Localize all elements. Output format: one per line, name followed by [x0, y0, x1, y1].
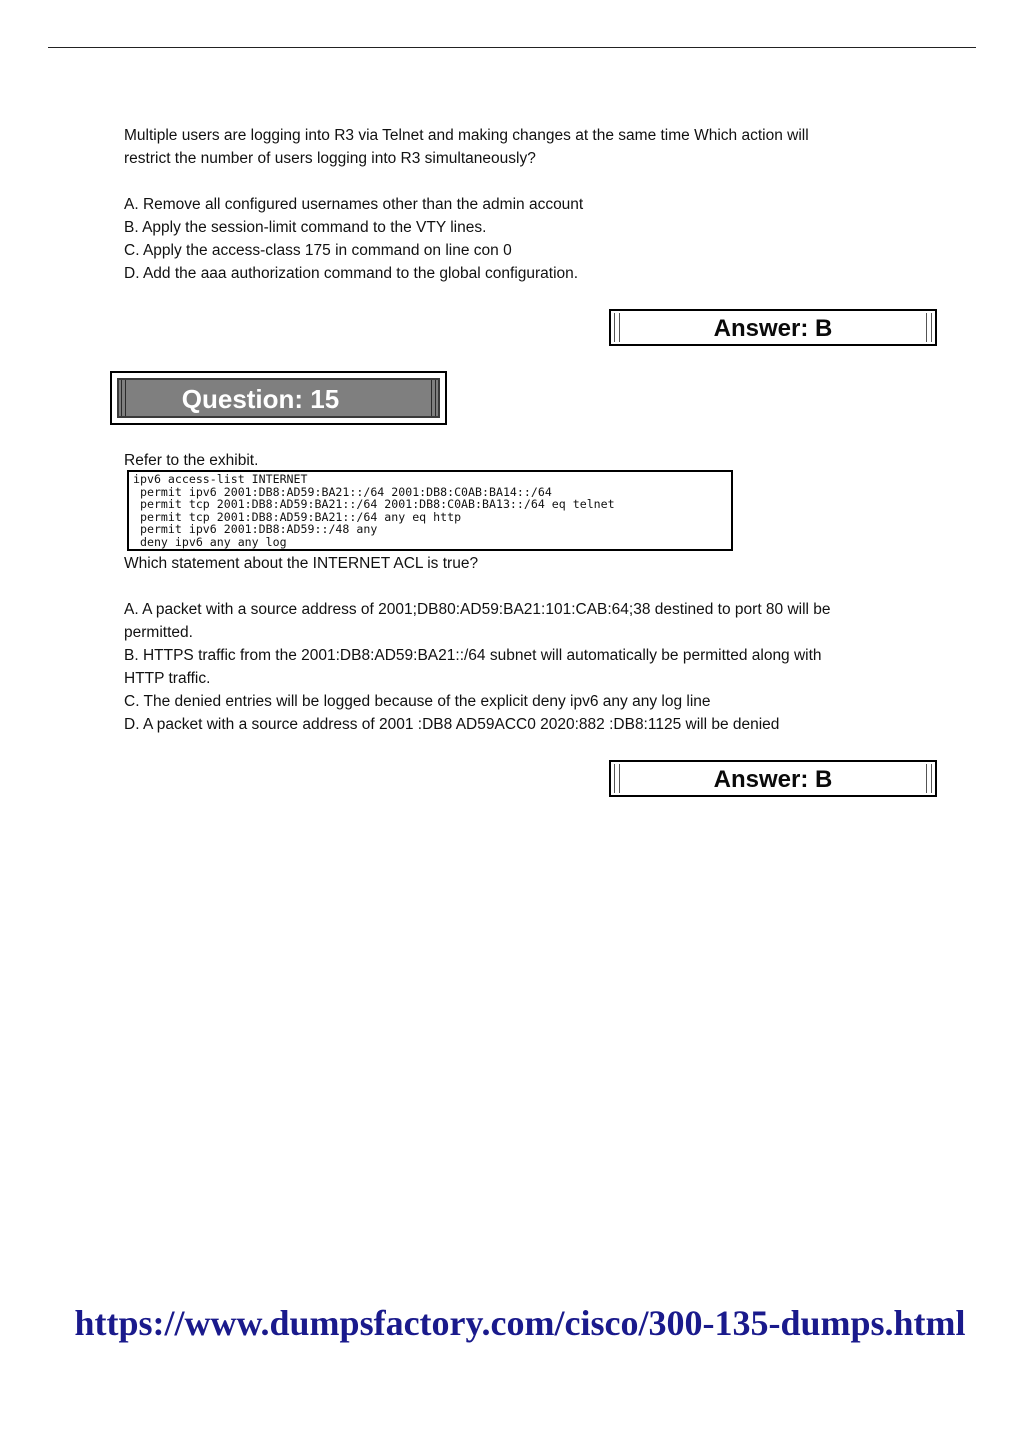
exhibit-line: permit tcp 2001:DB8:AD59:BA21::/64 any eq http [133, 509, 462, 524]
question-heading-inner [117, 378, 440, 418]
option-b-continued: HTTP traffic. [124, 670, 211, 687]
exhibit-line: permit ipv6 2001:DB8:AD59::/48 any [133, 522, 378, 537]
exhibit-line: ipv6 access-list INTERNET [133, 472, 308, 486]
footer-url-link[interactable]: https://www.dumpsfactory.com/cisco/300-135-dumps.html [74, 1303, 966, 1343]
option-a-continued: permitted. [124, 624, 193, 641]
question-15-stem: Which statement about the INTERNET ACL is true? [124, 555, 479, 572]
header-rule [48, 47, 976, 48]
answer-box-q15 [609, 760, 937, 797]
option-a: A. Remove all configured usernames other than the admin account [124, 196, 584, 213]
exhibit-intro [124, 449, 924, 472]
exhibit-line: permit ipv6 2001:DB8:AD59:BA21::/64 2001:DB8:C0AB:BA14::/64 [133, 484, 552, 499]
question-15-body [124, 552, 924, 736]
option-b: B. HTTPS traffic from the 2001:DB8:AD59:BA21::/64 subnet will automatically be permitted along with [124, 647, 822, 664]
question-14-stem-line: restrict the number of users logging into R3 simultaneously? [124, 150, 536, 167]
option-c: C. Apply the access-class 175 in command on line con 0 [124, 242, 512, 259]
option-d: D. A packet with a source address of 2001 :DB8 AD59ACC0 2020:882 :DB8:1125 will be denied [124, 716, 780, 733]
exhibit-line: permit tcp 2001:DB8:AD59:BA21::/64 2001:DB8:C0AB:BA13::/64 eq telnet [133, 497, 615, 512]
option-d: D. Add the aaa authorization command to the global configuration. [124, 265, 579, 282]
option-a: A. A packet with a source address of 2001;DB80:AD59:BA21:101:CAB:64;38 destined to port 80 will be [124, 601, 831, 618]
question-14-body [124, 124, 924, 285]
exhibit-config [127, 470, 733, 551]
question-heading: Question: 15 [181, 384, 340, 414]
option-b: B. Apply the session-limit command to the VTY lines. [124, 219, 487, 236]
question-14-stem-line: Multiple users are logging into R3 via Telnet and making changes at the same time Which action will [124, 127, 809, 144]
answer-label: Answer: B [713, 315, 833, 342]
question-heading-box [110, 371, 447, 425]
option-c: C. The denied entries will be logged because of the explicit deny ipv6 any any log line [124, 693, 711, 710]
exhibit-line: deny ipv6 any any log [133, 534, 287, 549]
answer-label: Answer: B [713, 766, 833, 793]
refer-to-exhibit: Refer to the exhibit. [124, 452, 259, 469]
answer-box-q14 [609, 309, 937, 346]
